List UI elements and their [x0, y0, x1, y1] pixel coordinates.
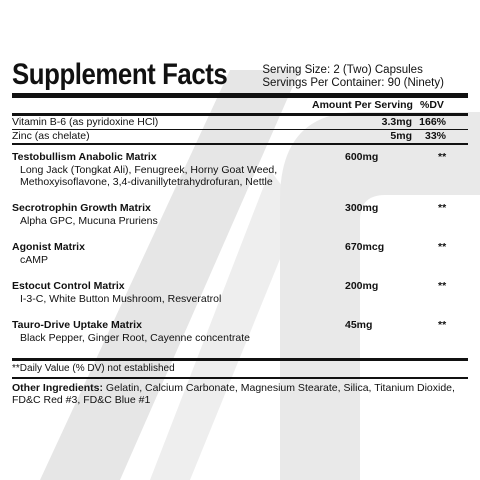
matrix-ingredients: cAMP — [20, 254, 49, 266]
matrix-dv: ** — [438, 280, 447, 292]
serving-size: Serving Size: 2 (Two) Capsules — [262, 64, 423, 76]
matrix-name: Estocut Control Matrix — [12, 280, 125, 292]
nutrient-amount: 5mg — [390, 129, 412, 142]
matrix-amount: 300mg — [345, 202, 379, 214]
column-headers — [12, 98, 468, 113]
matrix-ingredients: Alpha GPC, Mucuna Pruriens — [20, 215, 158, 227]
nutrient-name: Zinc (as chelate) — [12, 129, 90, 142]
other-ingredients — [12, 379, 468, 406]
matrix-name: Tauro-Drive Uptake Matrix — [12, 319, 142, 331]
servings-per-container: Servings Per Container: 90 (Ninety) — [262, 77, 444, 89]
matrix-dv: ** — [438, 319, 447, 331]
daily-value-footnote: **Daily Value (% DV) not established — [12, 362, 175, 374]
matrix-ingredients: Long Jack (Tongkat Ali), Fenugreek, Horny Goat Weed, Methoxyisoflavone, 3,4-divanillytetrahydrofuran, Nettle — [20, 164, 278, 188]
nutrient-row — [12, 116, 468, 129]
nutrient-dv: 166% — [419, 115, 446, 128]
matrix-block — [12, 319, 468, 344]
nutrient-name: Vitamin B-6 (as pyridoxine HCl) — [12, 115, 159, 128]
matrix-amount: 670mcg — [345, 241, 385, 253]
matrix-ingredients: Black Pepper, Ginger Root, Cayenne concentrate — [20, 332, 250, 344]
nutrient-dv: 33% — [424, 129, 446, 142]
matrix-dv: ** — [438, 241, 447, 253]
column-amount-header: Amount Per Serving — [312, 99, 413, 111]
serving-info — [262, 64, 468, 90]
matrix-name: Agonist Matrix — [12, 241, 85, 253]
matrix-ingredients: I-3-C, White Button Mushroom, Resveratrol — [20, 293, 222, 305]
matrix-dv: ** — [438, 202, 447, 214]
other-ingredients-text: Gelatin, Calcium Carbonate, Magnesium Stearate, Silica, Titanium Dioxide, FD&C Red #3, FD&C Blue #1 — [12, 382, 455, 406]
matrix-dv: ** — [438, 151, 447, 163]
divider-medium — [12, 143, 468, 146]
other-ingredients-label: Other Ingredients: — [12, 382, 104, 394]
nutrient-row — [12, 130, 468, 143]
matrix-name: Testobullism Anabolic Matrix — [12, 151, 157, 163]
matrix-block — [12, 241, 468, 266]
matrix-block — [12, 151, 468, 188]
supplement-facts-panel — [12, 56, 468, 406]
matrix-amount: 200mg — [345, 280, 379, 292]
matrix-block — [12, 202, 468, 227]
label-header — [12, 56, 468, 90]
matrix-name: Secrotrophin Growth Matrix — [12, 202, 151, 214]
column-dv-header: %DV — [420, 99, 444, 111]
matrix-block — [12, 280, 468, 305]
label-title: Supplement Facts — [12, 58, 228, 91]
matrix-amount: 600mg — [345, 151, 379, 163]
matrix-amount: 45mg — [345, 319, 373, 331]
nutrient-amount: 3.3mg — [381, 115, 412, 128]
